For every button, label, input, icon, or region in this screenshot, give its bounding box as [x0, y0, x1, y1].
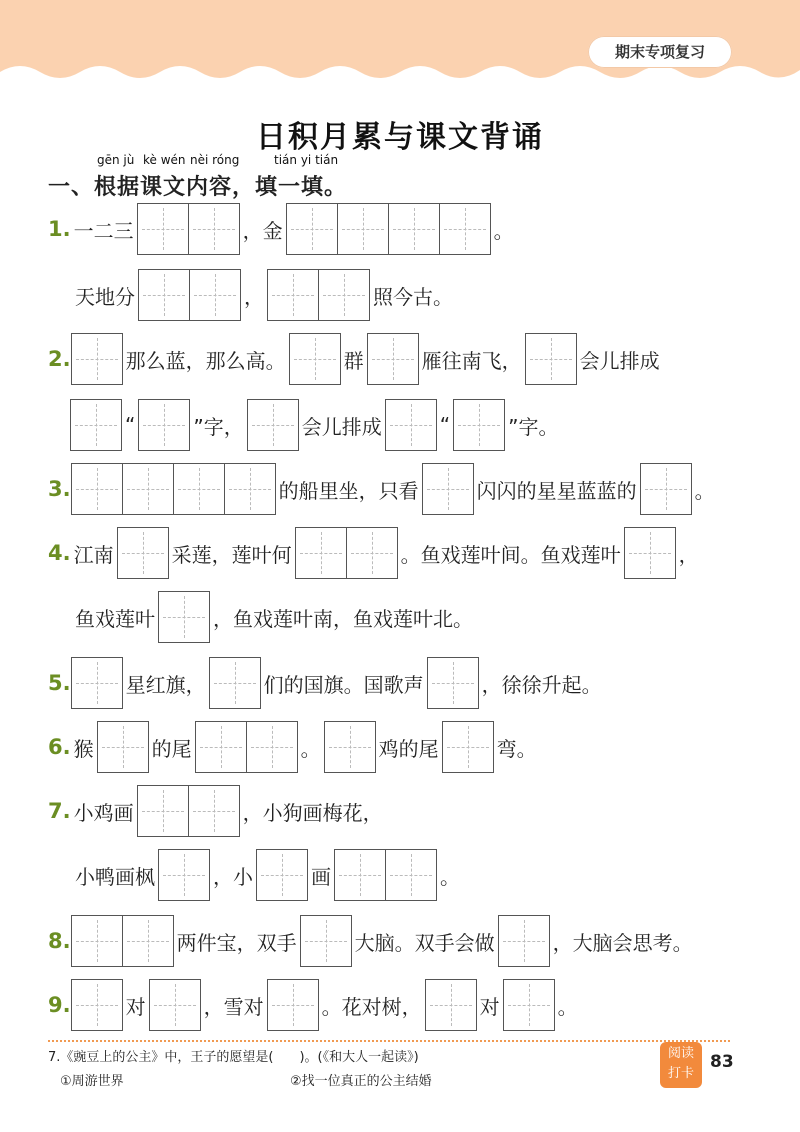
answer-box[interactable]: [334, 849, 386, 901]
question-text: 小鸭画枫: [75, 864, 155, 889]
answer-box[interactable]: [71, 657, 123, 709]
question-number: 1.: [48, 217, 71, 241]
answer-box[interactable]: [189, 269, 241, 321]
question-number: 9.: [48, 993, 71, 1017]
answer-box[interactable]: [503, 979, 555, 1031]
question-text: ，鱼戏莲叶南，鱼戏莲叶北。: [213, 606, 473, 631]
question-text: 对: [125, 994, 146, 1019]
question-number: 3.: [48, 477, 71, 501]
question-text: ，: [678, 542, 699, 567]
question-text: 猴: [73, 736, 94, 761]
question-text: 。: [493, 218, 514, 243]
answer-box[interactable]: [70, 399, 122, 451]
question-text: “: [439, 413, 451, 437]
question-text: 闪闪的星星蓝蓝的: [476, 478, 637, 503]
question-text: 。: [694, 478, 715, 503]
question-text: 星红旗，: [125, 672, 206, 697]
answer-box[interactable]: [295, 527, 347, 579]
question-text: 采莲，莲叶何: [171, 542, 292, 567]
question-text: 。: [300, 736, 321, 761]
question-text: 鸡的尾: [378, 736, 439, 761]
question-text: 。: [557, 994, 578, 1019]
question-text: 鱼戏莲叶: [75, 606, 155, 631]
question-text: 。花对树，: [321, 994, 422, 1019]
question-text: ，金: [242, 218, 283, 243]
question-text: 。鱼戏莲叶间。鱼戏莲叶: [400, 542, 621, 567]
answer-box[interactable]: [71, 915, 123, 967]
answer-box[interactable]: [71, 333, 123, 385]
answer-box[interactable]: [138, 399, 190, 451]
question-number: 6.: [48, 735, 71, 759]
question-text: 们的国旗。国歌声: [263, 672, 424, 697]
answer-box[interactable]: [367, 333, 419, 385]
answer-box[interactable]: [173, 463, 225, 515]
answer-box[interactable]: [346, 527, 398, 579]
question-text: 照今古。: [373, 284, 453, 309]
answer-box[interactable]: [158, 849, 210, 901]
question-text: ，小: [213, 864, 253, 889]
badge-line-2: 打卡: [667, 1066, 694, 1081]
answer-box[interactable]: [337, 203, 389, 255]
question-text: ，小狗画梅花，: [242, 800, 383, 825]
question-number: 2.: [48, 347, 71, 371]
question-7-line-1: [48, 782, 386, 840]
answer-box[interactable]: [137, 785, 189, 837]
pinyin-tianyitian: tián yi tián: [274, 153, 339, 167]
question-text: ”字，: [193, 414, 244, 439]
question-5-line-1: [48, 654, 605, 712]
question-8-line-1: [48, 912, 696, 970]
question-9-line-1: [48, 976, 581, 1034]
answer-box[interactable]: [195, 721, 247, 773]
answer-box[interactable]: [498, 915, 550, 967]
footer-divider: [48, 1040, 730, 1042]
page-number: 83: [710, 1052, 734, 1072]
answer-box[interactable]: [122, 463, 174, 515]
answer-box[interactable]: [158, 591, 210, 643]
question-text: 的尾: [151, 736, 192, 761]
answer-box[interactable]: [439, 203, 491, 255]
badge-line-1: 阅读: [667, 1046, 694, 1061]
answer-box[interactable]: [267, 979, 319, 1031]
option-2[interactable]: ②找一位真正的公主结婚: [290, 1074, 432, 1089]
answer-box[interactable]: [385, 849, 437, 901]
pinyin-genju: gēn jù: [97, 153, 135, 167]
answer-box[interactable]: [324, 721, 376, 773]
question-text: “: [125, 413, 136, 437]
answer-box[interactable]: [267, 269, 319, 321]
answer-box[interactable]: [122, 915, 174, 967]
answer-box[interactable]: [97, 721, 149, 773]
question-2-line-2: [70, 396, 562, 454]
question-2-line-1: [48, 330, 663, 388]
answer-box[interactable]: [422, 463, 474, 515]
answer-box[interactable]: [385, 399, 437, 451]
answer-box[interactable]: [453, 399, 505, 451]
question-text: 会儿排成: [301, 414, 382, 439]
answer-box[interactable]: [427, 657, 479, 709]
question-text: ，大脑会思考。: [552, 930, 693, 955]
answer-box[interactable]: [525, 333, 577, 385]
answer-box[interactable]: [442, 721, 494, 773]
reading-question: 7.《豌豆上的公主》中，王子的愿望是( )。(《和大人一起读》): [48, 1050, 419, 1065]
answer-box[interactable]: [640, 463, 692, 515]
question-text: 的船里坐，只看: [278, 478, 419, 503]
pinyin-kewen: kè wén: [143, 153, 186, 167]
answer-box[interactable]: [224, 463, 276, 515]
question-text: 。: [440, 864, 460, 889]
answer-box[interactable]: [71, 979, 123, 1031]
answer-box[interactable]: [188, 203, 240, 255]
question-3-line-1: [48, 460, 718, 518]
question-7-line-2: [72, 846, 463, 904]
question-text: 画: [311, 864, 331, 889]
answer-box[interactable]: [318, 269, 370, 321]
answer-box[interactable]: [246, 721, 298, 773]
answer-box[interactable]: [256, 849, 308, 901]
question-text: 会儿排成: [579, 348, 660, 373]
answer-box[interactable]: [247, 399, 299, 451]
section-heading: 一、根据课文内容，填一填。: [48, 175, 348, 200]
question-1-line-1: [48, 200, 517, 258]
answer-box[interactable]: [624, 527, 676, 579]
question-text: 那么蓝，那么高。: [125, 348, 286, 373]
question-number: 5.: [48, 671, 71, 695]
question-6-line-1: [48, 718, 540, 776]
answer-box[interactable]: [209, 657, 261, 709]
answer-box[interactable]: [117, 527, 169, 579]
question-number: 4.: [48, 541, 71, 565]
answer-box[interactable]: [138, 269, 190, 321]
question-text: 天地分: [75, 284, 135, 309]
question-text: ，雪对: [203, 994, 264, 1019]
answer-box[interactable]: [388, 203, 440, 255]
question-text: ”字。: [508, 414, 559, 439]
question-number: 7.: [48, 799, 71, 823]
question-text: 群: [343, 348, 364, 373]
answer-box[interactable]: [300, 915, 352, 967]
question-text: 江南: [73, 542, 114, 567]
answer-box[interactable]: [137, 203, 189, 255]
section-tag: 期末专项复习: [588, 36, 732, 68]
answer-box[interactable]: [188, 785, 240, 837]
answer-box[interactable]: [286, 203, 338, 255]
question-text: 雁往南飞，: [421, 348, 522, 373]
question-1-line-2: [72, 266, 456, 324]
question-text: 大脑。双手会做: [354, 930, 495, 955]
answer-box[interactable]: [425, 979, 477, 1031]
option-1[interactable]: ①周游世界: [60, 1074, 124, 1089]
question-text: ，徐徐升起。: [481, 672, 602, 697]
page-title: 日积月累与课文背诵: [256, 120, 544, 155]
reading-checkin-badge: [660, 1042, 702, 1088]
question-text: ，: [244, 284, 264, 309]
question-text: 两件宝，双手: [176, 930, 297, 955]
answer-box[interactable]: [71, 463, 123, 515]
pinyin-neirong: nèi róng: [190, 153, 240, 167]
question-text: 对: [479, 994, 500, 1019]
question-number: 8.: [48, 929, 71, 953]
question-4-line-2: [72, 588, 476, 646]
answer-box[interactable]: [289, 333, 341, 385]
question-text: 小鸡画: [73, 800, 134, 825]
question-4-line-1: [48, 524, 702, 582]
answer-box[interactable]: [149, 979, 201, 1031]
question-text: 弯。: [496, 736, 537, 761]
question-text: 一二三: [73, 218, 134, 243]
